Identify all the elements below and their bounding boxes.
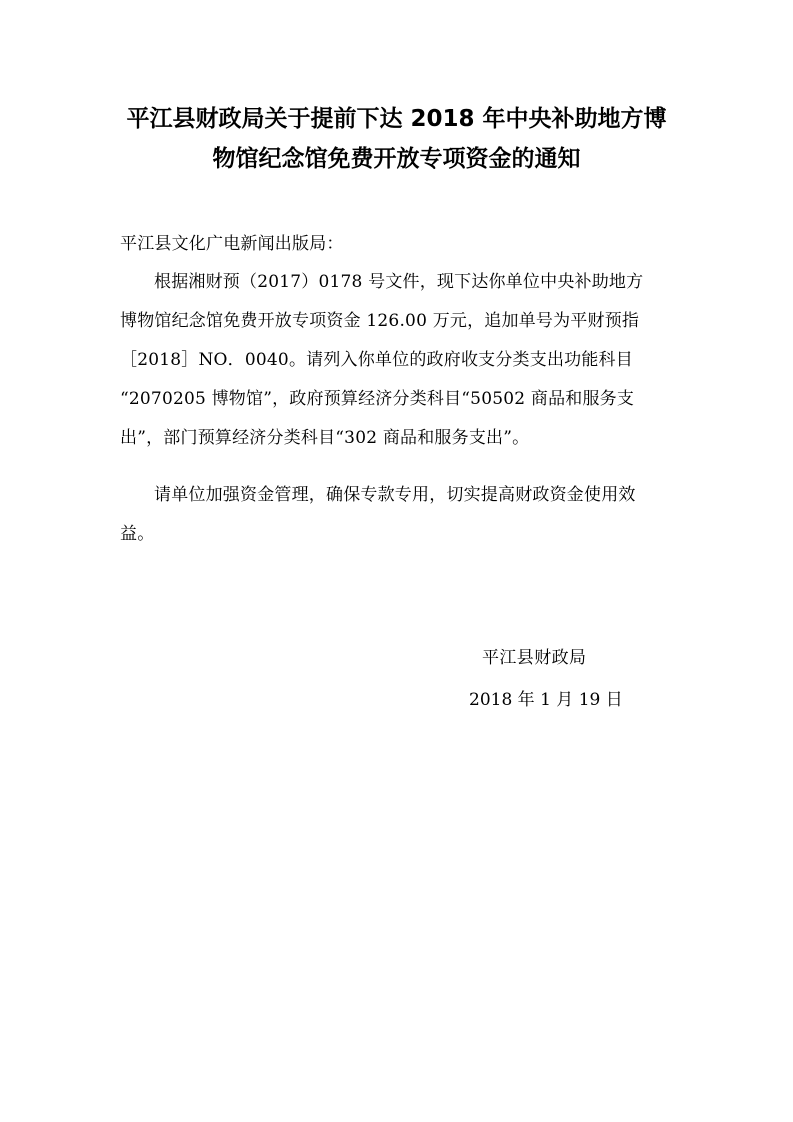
salutation: 平江县文化广电新闻出版局： [120,234,344,254]
date: 2018 年 1 月 19 日 [469,690,623,710]
paragraph-1-line-3: ［2018］NO．0040。请列入你单位的政府收支分类支出功能科目 [120,350,633,370]
paragraph-2-line-2: 益。 [120,524,155,544]
paragraph-1-line-5: 出”，部门预算经济分类科目“302 商品和服务支出”。 [120,428,530,448]
paragraph-1-line-2: 博物馆纪念馆免费开放专项资金 126.00 万元，追加单号为平财预指 [120,311,640,331]
document-title-line-1: 平江县财政局关于提前下达 2018 年中央补助地方博 [126,106,667,132]
document-title-line-2: 物馆纪念馆免费开放专项资金的通知 [212,146,581,172]
signature: 平江县财政局 [482,648,587,668]
paragraph-1-line-1: 根据湘财预（2017）0178 号文件，现下达你单位中央补助地方 [154,272,644,292]
paragraph-2-line-1: 请单位加强资金管理，确保专款专用，切实提高财政资金使用效 [154,485,636,505]
paragraph-1-line-4: “2070205 博物馆”，政府预算经济分类科目“50502 商品和服务支 [120,389,635,409]
